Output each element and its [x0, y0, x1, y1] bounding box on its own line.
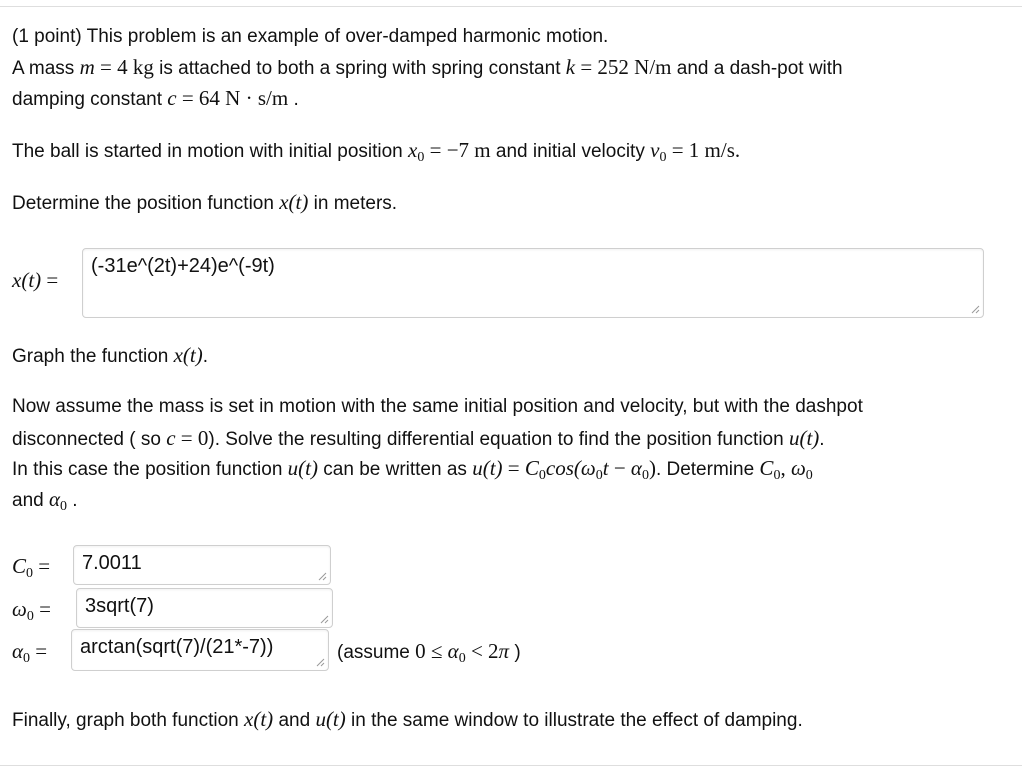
comma: , [780, 456, 791, 480]
t-variable: t [602, 456, 609, 480]
omega0-answer-field[interactable] [76, 588, 333, 628]
spring-constant-value: = 252 N/m [575, 55, 672, 79]
alpha-variable: α [12, 639, 24, 663]
omega0-answer-label [12, 597, 51, 625]
initial-text: and initial velocity [490, 141, 651, 162]
alpha0-answer-label [12, 639, 47, 667]
note-text: (assume [337, 642, 416, 663]
part2-line-3 [12, 456, 813, 484]
resize-grip-icon[interactable] [971, 305, 980, 314]
C0-subscript: 0 [26, 566, 34, 581]
x0-subscript: 0 [417, 150, 425, 165]
alpha0-equals: = [30, 639, 48, 663]
u-function-variable: u(t) [315, 707, 346, 731]
part2-text: Now assume the mass is set in motion with the same initial position and velocity, but with the dashpot [12, 396, 863, 417]
x-function-variable: x(t) [244, 707, 274, 731]
omega-subscript: 0 [26, 609, 34, 624]
v0-subscript: 0 [659, 150, 667, 165]
alpha-variable: α [447, 639, 459, 663]
initial-text: The ball is started in motion with initial position [12, 141, 409, 162]
omega-variable: ω [580, 456, 596, 480]
initial-conditions-line [12, 138, 740, 166]
omega-variable: ω [12, 597, 27, 621]
alpha-variable: α [48, 487, 61, 511]
x-function-variable: x(t) [173, 343, 203, 367]
final-text: Finally, graph both function [12, 710, 245, 731]
determine-line [12, 190, 397, 216]
formula-equals: = [502, 456, 525, 480]
intro-text: and a dash-pot with [671, 58, 843, 79]
x-answer-value: (-31e^(2t)+24)e^(-9t) [91, 255, 275, 277]
alpha-variable: α [630, 456, 642, 480]
damping-variable: c [167, 86, 177, 110]
determine-text: in meters. [308, 193, 398, 214]
alpha-subscript: 0 [23, 651, 31, 666]
alpha0-range-note [337, 639, 521, 667]
part2-text: disconnected ( so [12, 429, 167, 450]
C0-answer-label [12, 554, 50, 582]
part2-text: In this case the position function [12, 459, 288, 480]
part2-line-1 [12, 395, 863, 419]
part2-text: . [819, 429, 825, 450]
x0-variable: x [408, 138, 418, 162]
final-text: and [273, 710, 316, 731]
close-paren: ) [648, 456, 656, 480]
alpha0-answer-value: arctan(sqrt(7)/(21*-7)) [80, 636, 274, 658]
intro-text: (1 point) This problem is an example of over-damped harmonic motion. [12, 26, 609, 47]
part2-line-4 [12, 487, 78, 515]
x-answer-variable: x(t) [12, 268, 42, 292]
C0-variable: C [524, 456, 539, 480]
intro-text: . [288, 89, 299, 110]
C0-variable: C [12, 554, 27, 578]
x-function-variable: x(t) [279, 190, 309, 214]
final-text: in the same window to illustrate the effect of damping. [345, 710, 803, 731]
problem-intro-line-3 [12, 86, 299, 112]
u-function-variable: u(t) [287, 456, 318, 480]
damping-value: = 64 N · s/m [176, 86, 289, 110]
part2-text: . [67, 490, 78, 511]
C0-equals: = [33, 554, 51, 578]
resize-grip-icon[interactable] [318, 572, 327, 581]
part2-text: can be written as [318, 459, 473, 480]
cos-function: cos( [545, 456, 581, 480]
u-function-variable: u(t) [788, 426, 820, 450]
omega-subscript: 0 [805, 468, 813, 483]
final-instruction-line [12, 707, 803, 733]
C0-subscript: 0 [538, 468, 546, 483]
x-answer-field[interactable] [82, 248, 984, 318]
alpha-subscript: 0 [458, 651, 466, 666]
part2-text: . Determine [655, 459, 760, 480]
alpha-subscript: 0 [641, 468, 649, 483]
C0-answer-value: 7.0011 [82, 552, 142, 574]
note-math: < 2 [465, 639, 499, 663]
resize-grip-icon[interactable] [320, 615, 329, 624]
part2-text: ). Solve the resulting differential equation to find the position function [208, 429, 789, 450]
part2-line-2 [12, 426, 825, 452]
intro-text: damping constant [12, 89, 168, 110]
intro-text: A mass [12, 58, 80, 79]
graph-instruction-line [12, 343, 208, 369]
note-math: 0 ≤ [415, 639, 448, 663]
spring-constant-variable: k [565, 55, 576, 79]
pi-symbol: π [498, 639, 510, 663]
part2-text: and [12, 490, 49, 511]
C0-variable: C [759, 456, 774, 480]
mass-variable: m [79, 55, 95, 79]
C0-answer-field[interactable] [73, 545, 331, 585]
x-answer-equals: = [41, 268, 59, 292]
alpha-subscript: 0 [60, 499, 68, 514]
minus-sign: − [608, 456, 631, 480]
graph-text: . [202, 346, 209, 367]
determine-text: Determine the position function [12, 193, 280, 214]
omega-variable: ω [790, 456, 806, 480]
C0-subscript: 0 [773, 468, 781, 483]
u-function-variable: u(t) [472, 456, 503, 480]
mass-value: = 4 kg [94, 55, 154, 79]
intro-text: is attached to both a spring with spring constant [153, 58, 566, 79]
x0-value: = −7 m [424, 138, 491, 162]
alpha0-answer-field[interactable] [71, 629, 329, 671]
v0-value: = 1 m/s. [666, 138, 741, 162]
omega-subscript: 0 [595, 468, 603, 483]
problem-intro-line-1 [12, 25, 608, 49]
omega0-equals: = [33, 597, 51, 621]
resize-grip-icon[interactable] [316, 658, 325, 667]
note-text: ) [509, 642, 521, 663]
damping-zero: = 0 [175, 426, 209, 450]
problem-intro-line-2 [12, 55, 843, 81]
omega0-answer-value: 3sqrt(7) [85, 595, 154, 617]
x-answer-label [12, 268, 58, 294]
graph-text: Graph the function [12, 346, 174, 367]
v0-variable: v [650, 138, 660, 162]
damping-variable: c [166, 426, 176, 450]
